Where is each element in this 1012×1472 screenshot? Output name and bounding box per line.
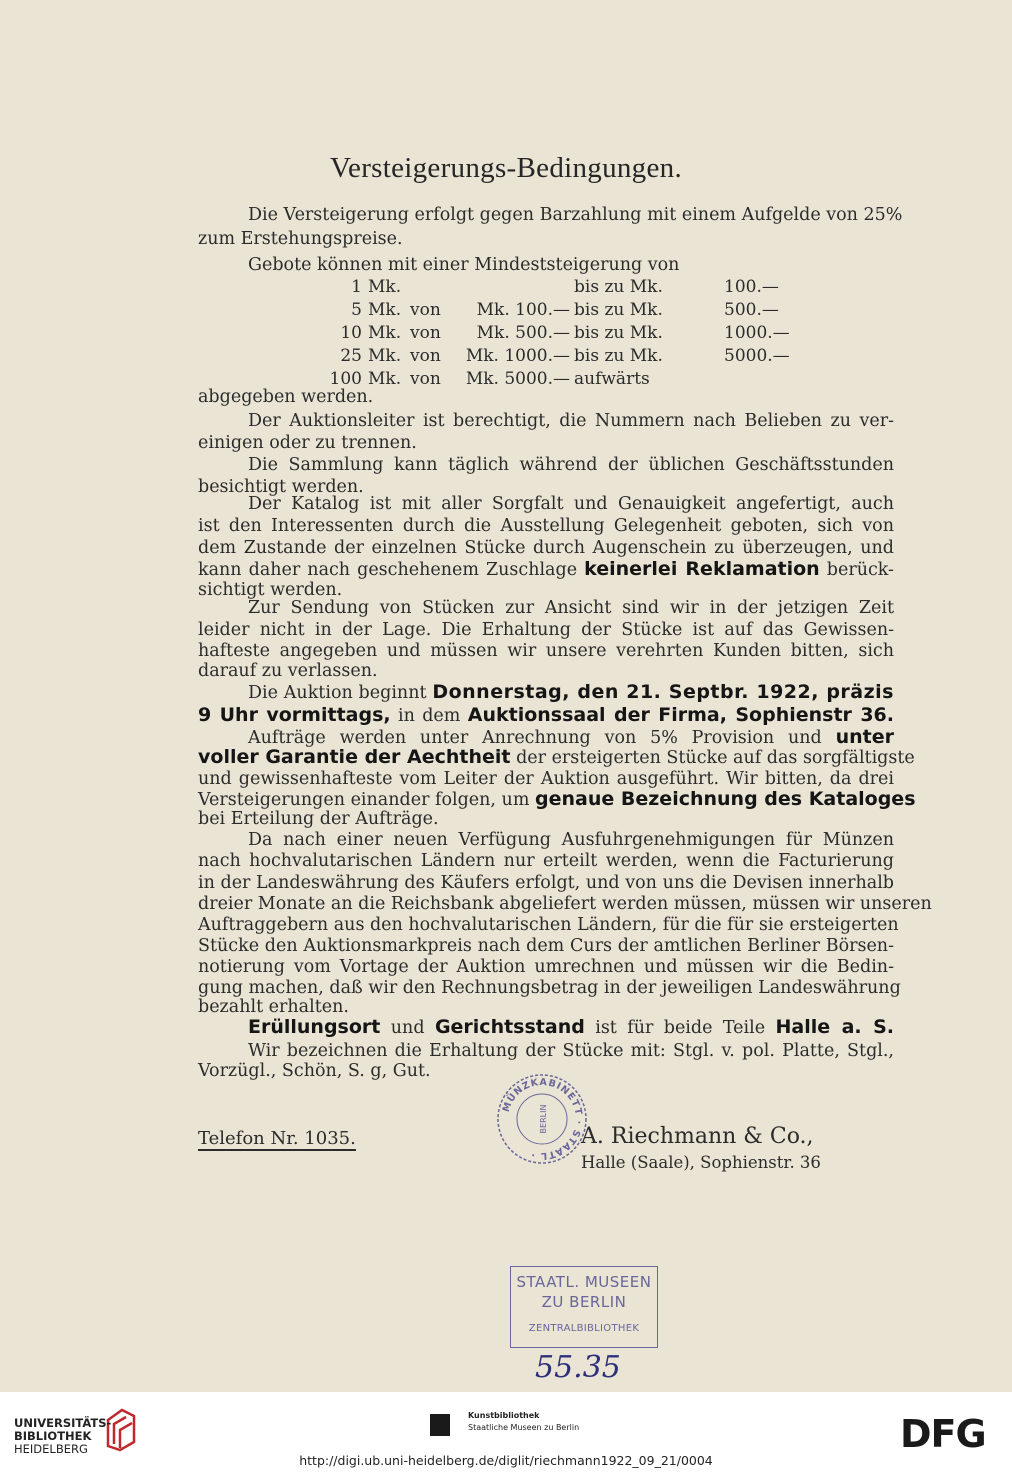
para6-line2: leider nicht in der Lage. Die Erhaltung der Stücke ist auf das Gewissen-: [198, 620, 894, 640]
para1-line1: Die Versteigerung erfolgt gegen Barzahlung mit einem Aufgelde von 25%: [248, 205, 903, 225]
increment-table: [300, 276, 790, 391]
para2-line1: Gebote können mit einer Mindeststeigerung von: [248, 255, 680, 275]
para8-line4: Versteigerungen einander folgen, um genaue Bezeichnung des Kataloges: [198, 788, 916, 810]
para11-line1: Wir bezeichnen die Erhaltung der Stücke mit: Stgl. v. pol. Platte, Stgl.,: [248, 1041, 894, 1061]
para5-line4: kann daher nach geschehenem Zuschlage keinerlei Reklamation berück-: [198, 558, 894, 580]
para9-line1: Da nach einer neuen Verfügung Ausfuhrgenehmigungen für Münzen: [248, 830, 894, 850]
para8-line2: voller Garantie der Aechtheit der ersteigerten Stücke auf das sorgfältigste: [198, 746, 915, 768]
dfg-logo: DFG: [900, 1412, 986, 1456]
table-row: 10 Mk. von Mk. 500.— bis zu Mk. 1000.—: [340, 323, 790, 343]
library-stamp: [510, 1266, 658, 1348]
table-row: 5 Mk. von Mk. 100.— bis zu Mk. 500.—: [351, 300, 779, 320]
stamp-line3: ZENTRALBIBLIOTHEK: [528, 1323, 640, 1334]
ub-name: UNIVERSITÄTS- BIBLIOTHEK HEIDELBERG: [14, 1416, 112, 1456]
para6-line3: hafteste angegeben und müssen wir unsere verehrten Kunden bitten, sich: [198, 641, 894, 661]
para9-line9: bezahlt erhalten.: [198, 997, 349, 1017]
para4-line1: Die Sammlung kann täglich während der üblichen Geschäftsstunden: [248, 455, 894, 475]
handwritten-shelfmark: 55.35: [535, 1350, 621, 1385]
para5-line2: ist den Interessenten durch die Ausstellung Gelegenheit geboten, sich von: [198, 516, 894, 536]
para5-line5: sichtigt werden.: [198, 580, 343, 600]
para9-line5: Auftraggebern aus den hochvalutarischen Ländern, für die für sie ersteigerten: [198, 915, 899, 935]
para10: Erüllungsort und Gerichtsstand ist für beide Teile Halle a. S.: [248, 1016, 894, 1038]
para5-line1: Der Katalog ist mit aller Sorgfalt und Genauigkeit angefertigt, auch: [248, 494, 894, 514]
stamp-line1: STAATL. MUSEEN: [516, 1273, 652, 1291]
para9-line4: dreier Monate an die Reichsbank abgeliefert werden müssen, müssen wir unseren: [198, 894, 932, 914]
para5-line3: dem Zustande der einzelnen Stücke durch Augenschein zu überzeugen, und: [198, 538, 894, 558]
para3-line2: einigen oder zu trennen.: [198, 433, 417, 453]
para6-line4: darauf zu verlassen.: [198, 661, 378, 681]
kunstbibliothek-name: Kunstbibliothek Staatliche Museen zu Berlin: [468, 1411, 580, 1432]
para6-line1: Zur Sendung von Stücken zur Ansicht sind wir in der jetzigen Zeit: [248, 598, 894, 618]
para4-line2: besichtigt werden.: [198, 477, 364, 497]
para9-line7: notierung vom Vortage der Auktion umrechnen und müssen wir die Bedin-: [198, 957, 894, 977]
firm-address: Halle (Saale), Sophienstr. 36: [581, 1153, 821, 1172]
para7-line1: Die Auktion beginnt Donnerstag, den 21. Septbr. 1922, präzis: [248, 681, 894, 703]
stamp-ring-text: MÜNZKABINETT · STAATL ·: [500, 1076, 585, 1162]
table-row: 1 Mk. bis zu Mk. 100.—: [351, 277, 779, 297]
para9-line3: in der Landeswährung des Käufers erfolgt, und von uns die Devisen innerhalb: [198, 873, 894, 893]
para8-line5: bei Erteilung der Aufträge.: [198, 809, 439, 829]
kunstbibliothek-logo-icon: [430, 1414, 450, 1436]
footer: [0, 1392, 1012, 1472]
telephone-number: Telefon Nr. 1035.: [198, 1128, 356, 1149]
para3-line1: Der Auktionsleiter ist berechtigt, die Nummern nach Belieben zu ver-: [248, 411, 894, 431]
source-url[interactable]: http://digi.ub.uni-heidelberg.de/diglit/riechmann1922_09_21/0004: [299, 1453, 713, 1468]
firm-name: A. Riechmann & Co.,: [581, 1124, 814, 1149]
stamp-line2: ZU BERLIN: [541, 1293, 627, 1311]
document-title: Versteigerungs-Bedingungen.: [330, 152, 682, 184]
para8-line1: Aufträge werden unter Anrechnung von 5% Provision und unter: [248, 726, 894, 748]
para7-line2: 9 Uhr vormittags, in dem Auktionssaal der Firma, Sophienstr 36.: [198, 704, 894, 726]
para8-line3: und gewissenhafteste vom Leiter der Auktion ausgeführt. Wir bitten, da drei: [198, 769, 894, 789]
para9-line6: Stücke den Auktionsmarkpreis nach dem Curs der amtlichen Berliner Börsen-: [198, 936, 894, 956]
muenzkabinett-stamp: [495, 1072, 589, 1166]
table-row: 100 Mk. von Mk. 5000.— aufwärts: [329, 369, 650, 389]
stamp-center-text: BERLIN: [539, 1104, 548, 1134]
para2-end: abgegeben werden.: [198, 387, 374, 407]
para11-line2: Vorzügl., Schön, S. g, Gut.: [198, 1061, 431, 1081]
para1-line2: zum Erstehungspreise.: [198, 229, 403, 249]
para9-line8: gung machen, daß wir den Rechnungsbetrag in der jeweiligen Landeswährung: [198, 978, 901, 998]
para9-line2: nach hochvalutarischen Ländern nur erteilt werden, wenn die Facturierung: [198, 851, 894, 871]
table-row: 25 Mk. von Mk. 1000.— bis zu Mk. 5000.—: [340, 346, 790, 366]
